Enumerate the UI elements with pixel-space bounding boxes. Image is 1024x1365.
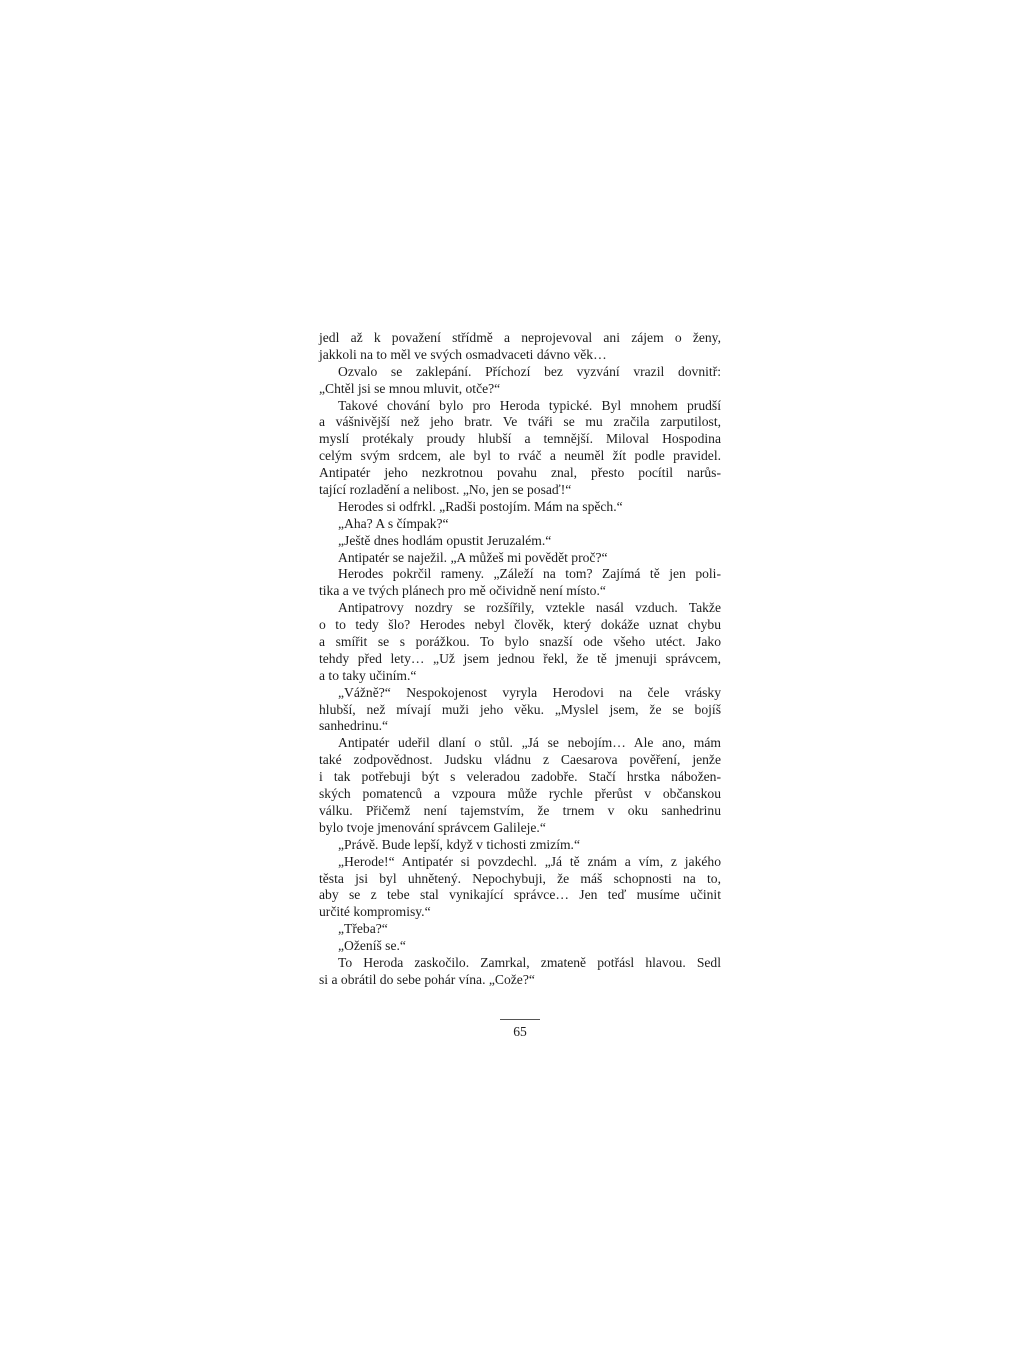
text-line: hlubší, než mívají muži jeho věku. „Myslel jsem, že se bojíš [319, 701, 721, 717]
text-line: bylo tvoje jmenování správcem Galileje.“ [319, 819, 546, 835]
text-line: myslí protékaly proudy hlubší a temnější. Miloval Hospodina [319, 431, 721, 447]
text-line: aby se z tebe stal vynikající správce… Jen teď musíme učinit [319, 887, 721, 903]
text-line: „Oženíš se.“ [338, 938, 406, 954]
text-line: také zodpovědnost. Judsku vládnu z Caesarova pověření, jenže [319, 752, 721, 768]
text-line: Antipatér se naježil. „A můžeš mi povědět proč?“ [338, 549, 608, 565]
text-line: jakkoli na to měl ve svých osmadvaceti dávno věk… [319, 346, 607, 362]
text-line: si a obrátil do sebe pohár vína. „Cože?“ [319, 971, 535, 987]
text-line: ských pomatenců a vzpoura může rychle přerůst v občanskou [319, 786, 721, 802]
text-line: tehdy před lety… „Už jsem jednou řekl, že tě jmenuji správcem, [319, 650, 721, 666]
text-line: Herodes pokrčil rameny. „Záleží na tom? Zajímá tě jen poli- [338, 566, 721, 582]
text-line: sanhedrinu.“ [319, 718, 389, 734]
text-line: o to tedy šlo? Herodes nebyl člověk, který dokáže uznat chybu [319, 617, 721, 633]
text-line: „Právě. Bude lepší, když v tichosti zmizím.“ [338, 836, 580, 852]
text-line: „Vážně?“ Nespokojenost vyryla Herodovi na čele vrásky [338, 684, 721, 700]
text-line: i tak potřebuji být s veleradou zadobře. Stačí hrstka nábožen- [319, 769, 721, 785]
text-line: válku. Přičemž není tajemstvím, že trnem v oku sanhedrinu [319, 802, 721, 818]
text-line: tající rozladění a nelibost. „No, jen se posaď!“ [319, 482, 572, 498]
text-line: a vášnivější než jeho bratr. Ve tváři se mu zračila zarputilost, [319, 414, 721, 430]
text-line: tika a ve tvých plánech pro mě očividně není místo.“ [319, 583, 606, 599]
text-line: určité kompromisy.“ [319, 904, 431, 920]
text-line: Antipatrovy nozdry se rozšířily, vztekle nasál vzduch. Takže [338, 600, 721, 616]
text-line: „Aha? A s čímpak?“ [338, 515, 449, 531]
body-text [319, 330, 721, 989]
text-line: a to taky učiním.“ [319, 667, 417, 683]
text-line: Antipatér udeřil dlaní o stůl. „Já se nebojím… Ale ano, mám [338, 735, 721, 751]
footer-rule [500, 1019, 540, 1020]
text-line: Antipatér jeho nezkrotnou povahu znal, přesto pocítil narůs- [319, 465, 721, 481]
text-line: To Heroda zaskočilo. Zamrkal, zmateně potřásl hlavou. Sedl [338, 954, 721, 970]
text-line: celým svým srdcem, ale byl to rváč a neuměl žít podle pravidel. [319, 448, 721, 464]
page-number: 65 [513, 1024, 527, 1039]
text-line: jedl až k považení střídmě a neprojevoval ani zájem o ženy, [319, 330, 721, 345]
text-line: Ozvalo se zaklepání. Příchozí bez vyzvání vrazil dovnitř: [338, 363, 721, 379]
text-line: a smířit se s porážkou. To bylo snazší ode všeho utéct. Jako [319, 634, 721, 650]
text-line: „Chtěl jsi se mnou mluvit, otče?“ [319, 380, 501, 396]
text-line: Takové chování bylo pro Heroda typické. Byl mnohem prudší [338, 397, 721, 413]
text-line: „Herode!“ Antipatér si povzdechl. „Já tě znám a vím, z jakého [338, 853, 721, 869]
text-line: těsta jsi byl uhnětený. Nepochybuji, že máš schopnosti na to, [319, 870, 721, 886]
text-line: „Třeba?“ [338, 921, 388, 937]
text-line: „Ještě dnes hodlám opustit Jeruzalém.“ [338, 532, 552, 548]
text-line: Herodes si odfrkl. „Radši postojím. Mám na spěch.“ [338, 498, 623, 514]
